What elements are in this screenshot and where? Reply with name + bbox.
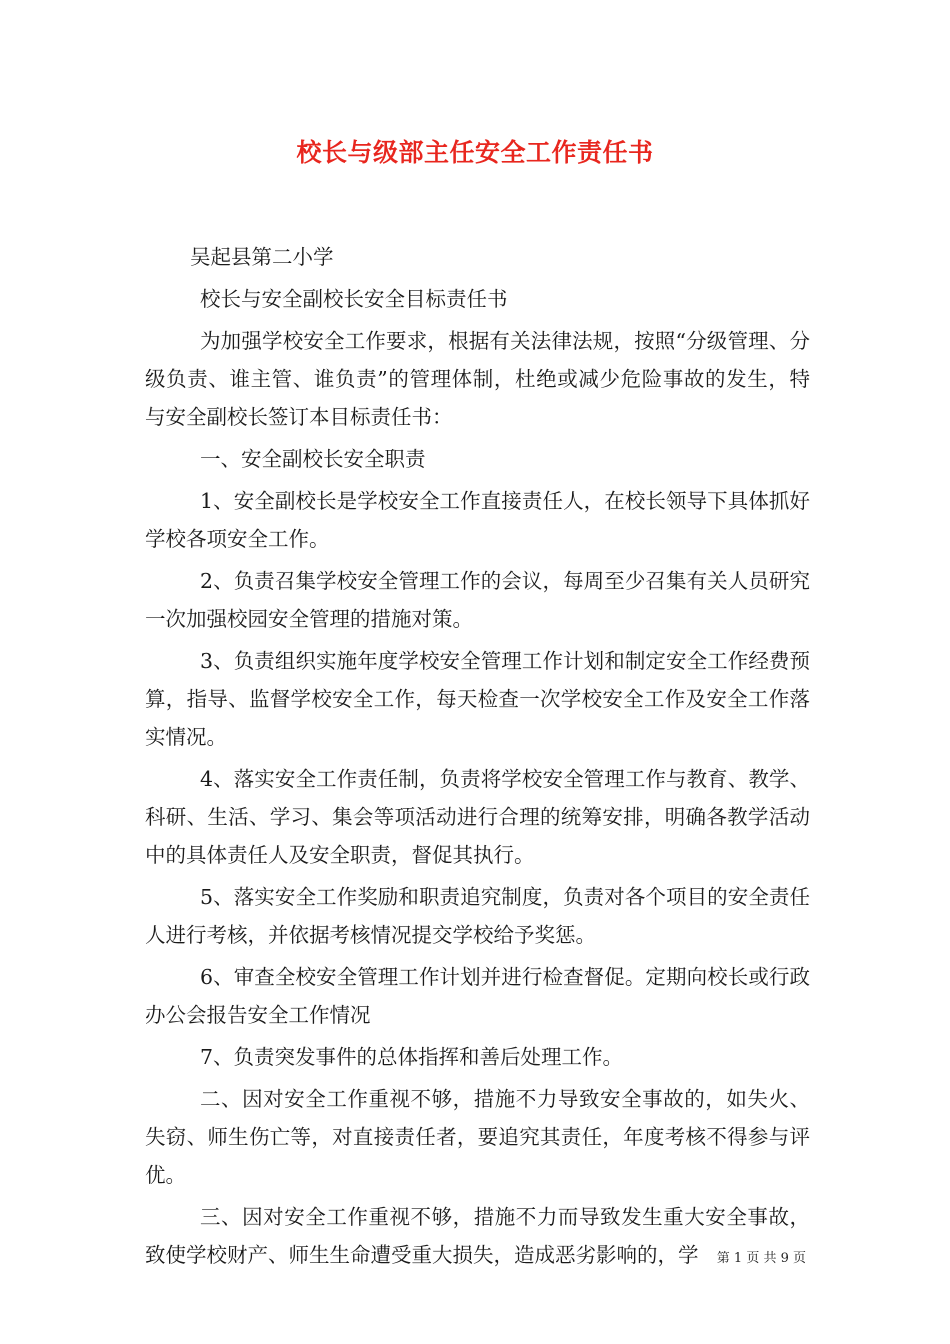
duty-item-5: 5、落实安全工作奖励和职责追究制度，负责对各个项目的安全责任人进行考核，并依据考核情况提交学校给予奖惩。 <box>145 885 810 947</box>
school-name: 吴起县第二小学 <box>190 245 334 269</box>
section-2: 二、因对安全工作重视不够，措施不力导致安全事故的，如失火、失窃、师生伤亡等，对直接责任者，要追究其责任，年度考核不得参与评优。 <box>145 1087 810 1187</box>
document-title: 校长与级部主任安全工作责任书 <box>296 138 654 167</box>
page-number: 第 1 页 共 9 页 <box>716 1251 806 1266</box>
subtitle: 校长与安全副校长安全目标责任书 <box>200 287 508 311</box>
intro-paragraph: 为加强学校安全工作要求，根据有关法律法规，按照“分级管理、分级负责、谁主管、谁负责”的管理体制，杜绝或减少危险事故的发生，特与安全副校长签订本目标责任书： <box>145 329 810 429</box>
section-3: 三、因对安全工作重视不够，措施不力而导致发生重大安全事故，致使学校财产、师生生命遭受重大损失，造成恶劣影响的，学 <box>145 1205 810 1267</box>
duty-item-6: 6、审查全校安全管理工作计划并进行检查督促。定期向校长或行政办公会报告安全工作情况 <box>145 965 810 1027</box>
duty-item-2: 2、负责召集学校安全管理工作的会议，每周至少召集有关人员研究一次加强校园安全管理的措施对策。 <box>145 569 810 631</box>
document-body <box>145 238 810 1274</box>
duty-item-7: 7、负责突发事件的总体指挥和善后处理工作。 <box>200 1045 624 1069</box>
duty-item-4: 4、落实安全工作责任制，负责将学校安全管理工作与教育、教学、科研、生活、学习、集会等项活动进行合理的统筹安排，明确各教学活动中的具体责任人及安全职责，督促其执行。 <box>145 767 810 867</box>
section-heading-1: 一、安全副校长安全职责 <box>200 447 426 471</box>
duty-item-1: 1、安全副校长是学校安全工作直接责任人，在校长领导下具体抓好学校各项安全工作。 <box>145 489 810 551</box>
duty-item-3: 3、负责组织实施年度学校安全管理工作计划和制定安全工作经费预算，指导、监督学校安全工作，每天检查一次学校安全工作及安全工作落实情况。 <box>145 649 810 749</box>
